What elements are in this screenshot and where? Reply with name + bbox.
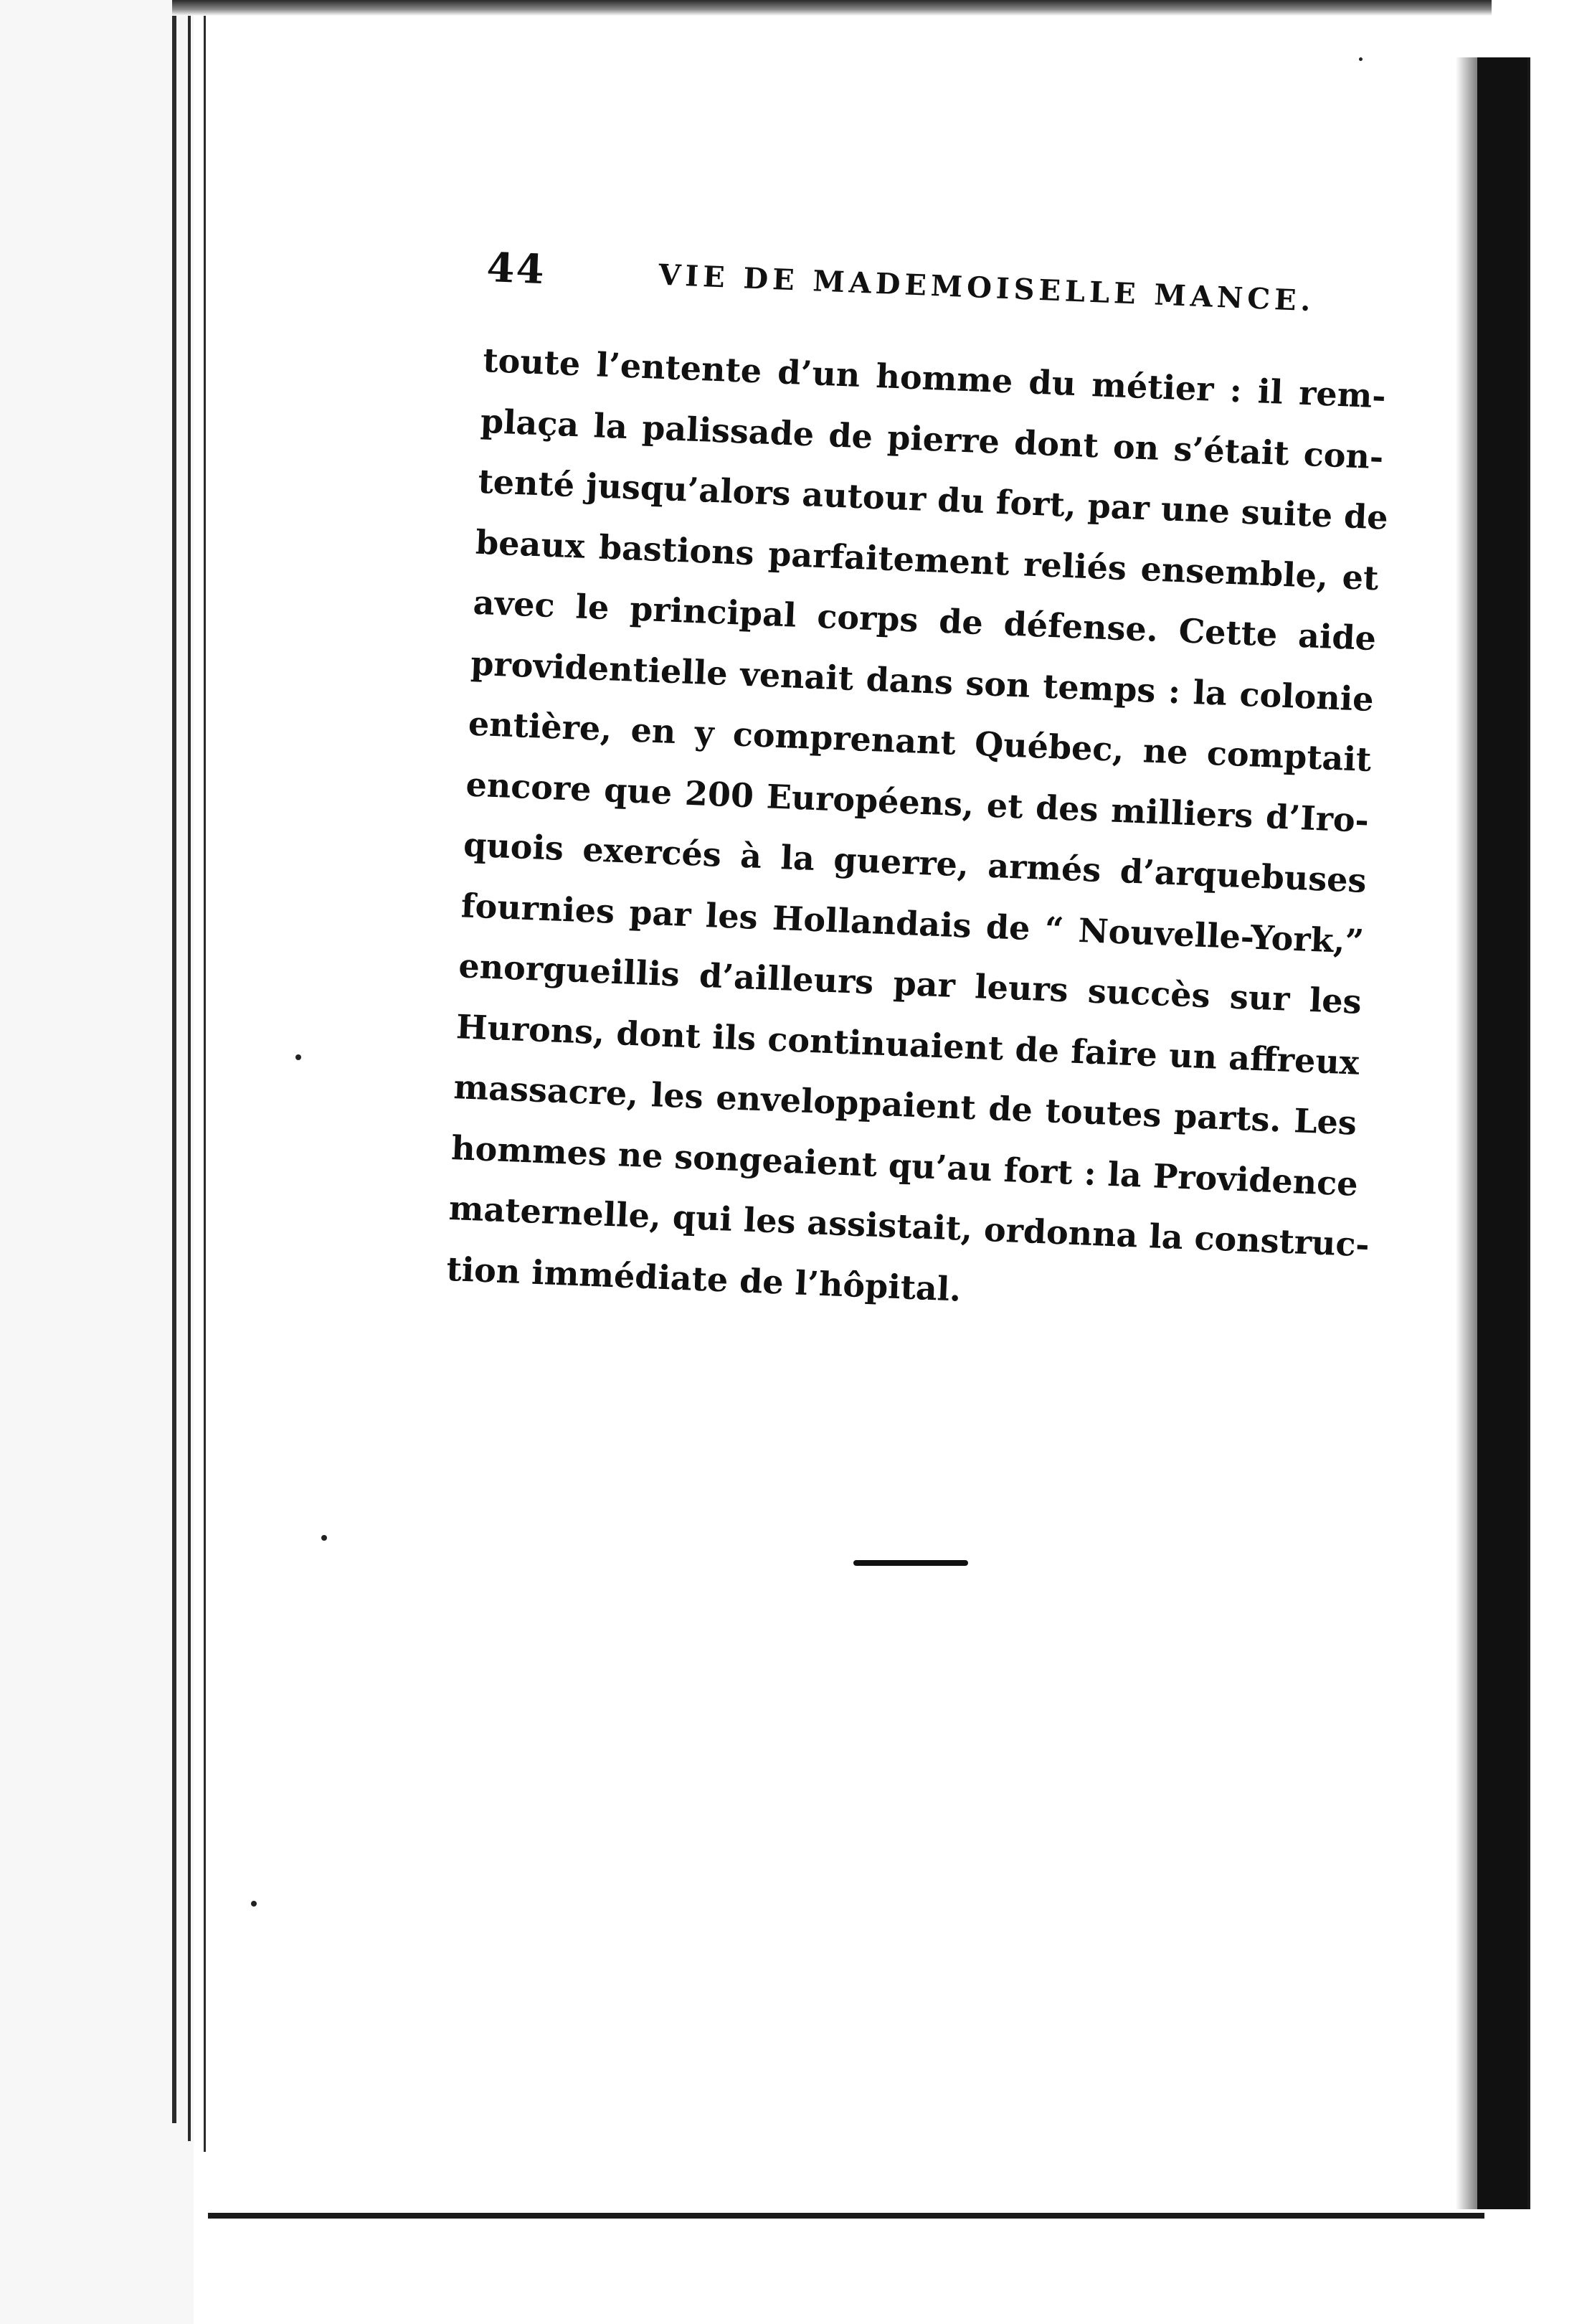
top-page-shadow — [172, 0, 1492, 16]
text-line: hommes ne songeaient qu’au fort : la Providence — [450, 1128, 1359, 1204]
page-edge-line — [204, 0, 206, 2152]
section-end-rule — [853, 1560, 968, 1566]
page-number: 44 — [485, 244, 546, 294]
text-line: beaux bastions parfaitement reliés ensemble, et — [475, 522, 1380, 597]
dust-speck — [1359, 57, 1363, 61]
text-line: encore que 200 Européens, et des milliers d’Iro- — [465, 764, 1370, 840]
page-edge-stack — [0, 0, 194, 2324]
page-header — [485, 244, 1398, 345]
dust-speck — [295, 1054, 301, 1060]
page-edge-line — [172, 0, 176, 2123]
text-line: avec le principal corps de défense. Cette aide — [472, 582, 1378, 658]
bottom-page-edge — [208, 2213, 1484, 2219]
text-line: plaça la palissade de pierre dont on s’était con- — [480, 401, 1385, 476]
running-head: VIE DE MADEMOISELLE MANCE. — [658, 258, 1316, 318]
text-line: quois exercés à la guerre, armés d’arquebuses — [463, 825, 1368, 900]
text-line: tenté jusqu’alors autour du fort, par une suite de — [477, 461, 1389, 537]
page-edge-line — [188, 0, 191, 2141]
body-paragraph — [445, 330, 1387, 1335]
text-line: entière, en y comprenant Québec, ne comptait — [468, 704, 1373, 780]
page-content — [445, 244, 1398, 1336]
text-line: fournies par les Hollandais de “ Nouvelle-York,” — [460, 885, 1365, 961]
adjacent-page-edge — [1527, 57, 1592, 2209]
text-line: toute l’entente d’un homme du métier : il rem- — [482, 340, 1387, 416]
text-line: enorgueillis d’ailleurs par leurs succès sur les — [458, 946, 1363, 1021]
text-line: Hurons, dont ils continuaient de faire un affreux — [455, 1006, 1360, 1082]
text-line: maternelle, qui les assistait, ordonna la construc- — [447, 1188, 1370, 1265]
text-line: providentielle venait dans son temps : la colonie — [470, 643, 1375, 719]
dust-speck — [321, 1535, 327, 1541]
dust-speck — [251, 1901, 257, 1907]
binding-shadow — [1477, 57, 1527, 2209]
text-line: massacre, les enveloppaient de toutes parts. Les — [453, 1067, 1358, 1143]
text-line: tion immédiate de l’hôpital. — [445, 1249, 962, 1309]
